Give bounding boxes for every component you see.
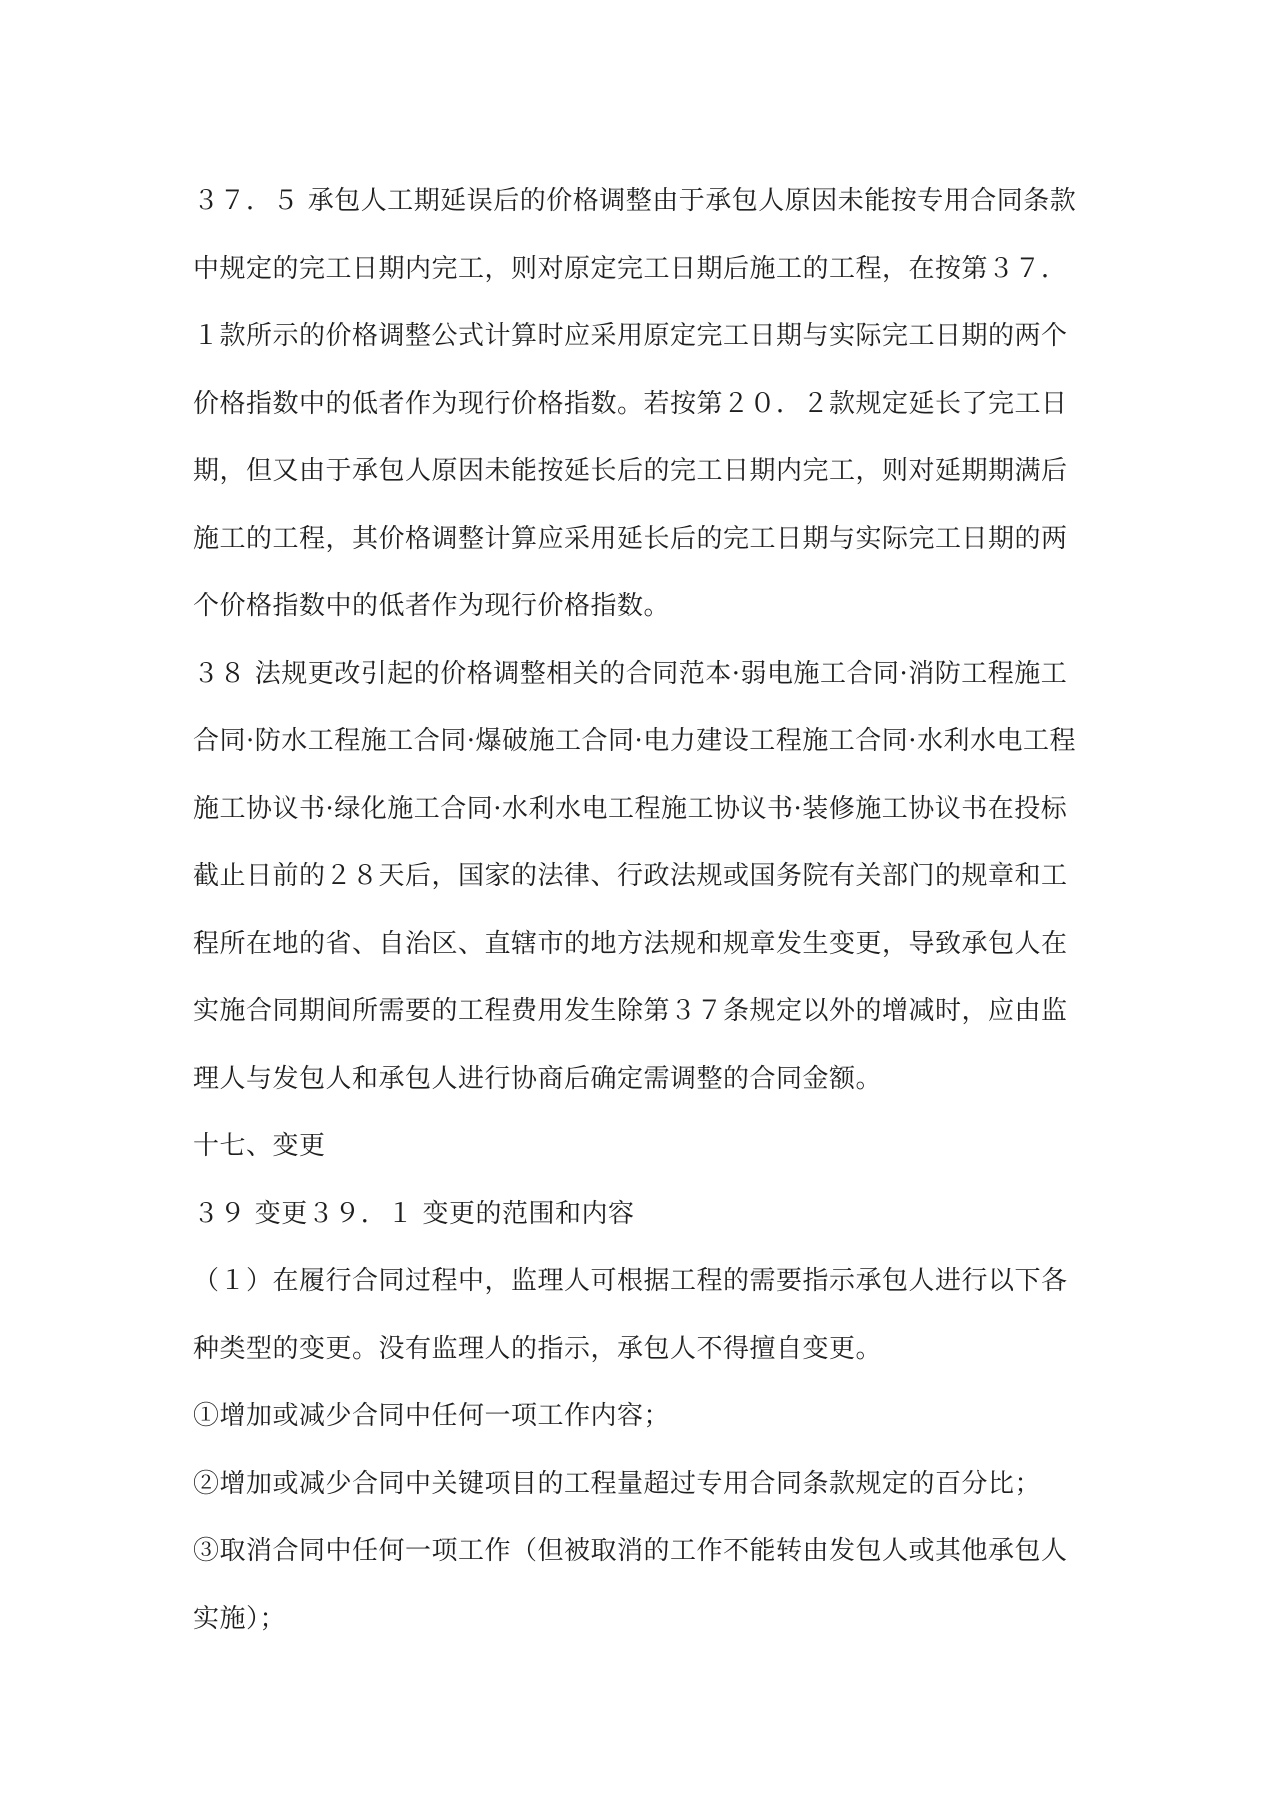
clause-38-paragraph: ３８ 法规更改引起的价格调整相关的合同范本·弱电施工合同·消防工程施工合同·防水工程施工合同·爆破施工合同·电力建设工程施工合同·水利水电工程施工协议书·绿化施工合同·水利水电工程施工协议书·装修施工协议书在投标截止日前的２８天后，国家的法律、行政法规或国务院有关部门的规章和工程所在地的省、自治区、直辖市的地方法规和规章发生变更，导致承包人在实施合同期间所需要的工程费用发生除第３７条规定以外的增减时，应由监理人与发包人和承包人进行协商后确定需调整的合同金额。 — [193, 658, 1077, 1094]
clause-39-heading: ３９ 变更３９．１ 变更的范围和内容 — [193, 1198, 635, 1229]
clause-37-5-paragraph: ３７．５ 承包人工期延误后的价格调整由于承包人原因未能按专用合同条款中规定的完工日期内完工，则对原定完工日期后施工的工程，在按第３７．１款所示的价格调整公式计算时应采用原定完工日期与实际完工日期的两个价格指数中的低者作为现行价格指数。若按第２０．２款规定延长了完工日期，但又由于承包人原因未能按延长后的完工日期内完工，则对延期期满后施工的工程，其价格调整计算应采用延长后的完工日期与实际完工日期的两个价格指数中的低者作为现行价格指数。 — [193, 186, 1077, 621]
list-item-3: ③取消合同中任何一项工作（但被取消的工作不能转由发包人或其他承包人实施）； — [193, 1536, 1068, 1634]
document-body — [193, 168, 1093, 1653]
clause-39-1-item-1: （１）在履行合同过程中，监理人可根据工程的需要指示承包人进行以下各种类型的变更。没有监理人的指示，承包人不得擅自变更。 — [193, 1266, 1068, 1364]
list-item-2: ②增加或减少合同中关键项目的工程量超过专用合同条款规定的百分比； — [193, 1468, 1042, 1499]
section-heading-variation: 十七、变更 — [193, 1131, 326, 1161]
list-item-1: ①增加或减少合同中任何一项工作内容； — [193, 1401, 671, 1431]
